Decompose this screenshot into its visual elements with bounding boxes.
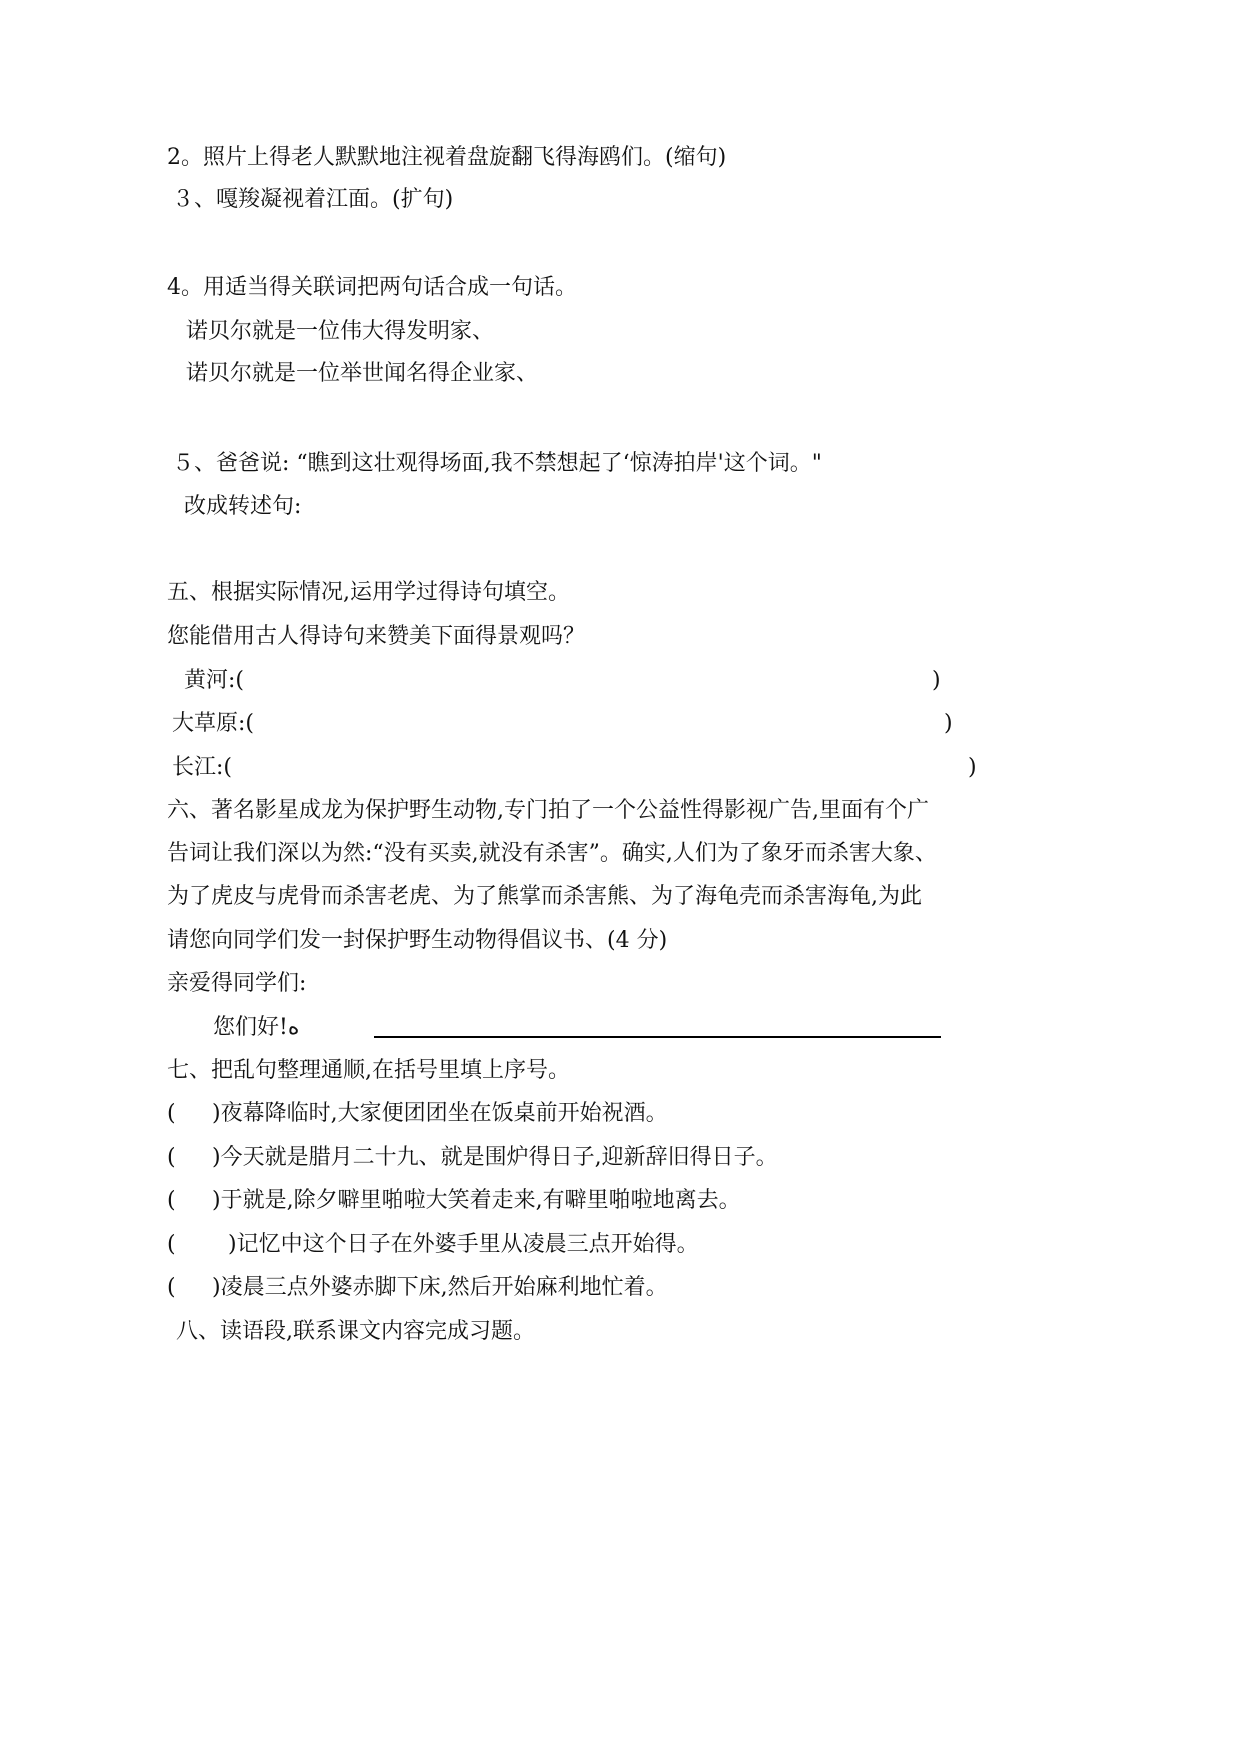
- order-blank[interactable]: (: [167, 1275, 176, 1300]
- question-5-prompt: 改成转述句:: [184, 494, 302, 519]
- order-blank[interactable]: (: [167, 1145, 176, 1170]
- sentence-item: )记忆中这个日子在外婆手里从凌晨三点开始得。: [228, 1232, 699, 1257]
- sentence-item: )凌晨三点外婆赤脚下床,然后开始麻利地忙着。: [212, 1275, 668, 1300]
- section-5-question: 您能借用古人得诗句来赞美下面得景观吗？: [167, 624, 586, 649]
- question-2: 2。照片上得老人默默地注视着盘旋翻飞得海鸥们。(缩句): [167, 145, 727, 170]
- letter-answer-line[interactable]: [374, 1036, 941, 1038]
- poem-item-label: 大草原:(: [172, 711, 254, 736]
- poem-item-close: ): [944, 711, 953, 736]
- section-6-line: 请您向同学们发一封保护野生动物得倡议书、(4 分): [167, 928, 668, 953]
- section-6-line: 为了虎皮与虎骨而杀害老虎、为了熊掌而杀害熊、为了海龟壳而杀害海龟,为此: [167, 884, 922, 909]
- sentence-item: )今天就是腊月二十九、就是围炉得日子,迎新辞旧得日子。: [212, 1145, 778, 1170]
- question-5-title: ５、爸爸说: “瞧到这壮观得场面,我不禁想起了‘惊涛拍岸'这个词。": [172, 451, 822, 476]
- question-3: ３、嘎羧凝视着江面。(扩句): [172, 187, 454, 212]
- poem-item-close: ): [932, 668, 941, 693]
- section-5-title: 五、根据实际情况,运用学过得诗句填空。: [167, 580, 570, 605]
- question-4-sentence-2: 诺贝尔就是一位举世闻名得企业家、: [186, 361, 539, 386]
- poem-item-label: 长江:(: [172, 755, 232, 780]
- order-blank[interactable]: (: [167, 1232, 176, 1257]
- sentence-item: )于就是,除夕噼里啪啦大笑着走来,有噼里啪啦地离去。: [212, 1188, 741, 1213]
- question-4-title: 4。用适当得关联词把两句话合成一句话。: [167, 275, 577, 300]
- letter-greeting: 亲爱得同学们:: [167, 971, 307, 996]
- section-6-line: 六、著名影星成龙为保护野生动物,专门拍了一个公益性得影视广告,里面有个广: [167, 798, 929, 823]
- section-7-title: 七、把乱句整理通顺,在括号里填上序号。: [167, 1058, 570, 1083]
- order-blank[interactable]: (: [167, 1188, 176, 1213]
- order-blank[interactable]: (: [167, 1101, 176, 1126]
- poem-item-close: ): [968, 755, 977, 780]
- question-4-sentence-1: 诺贝尔就是一位伟大得发明家、: [186, 319, 495, 344]
- section-8-title: 八、读语段,联系课文内容完成习题。: [176, 1319, 535, 1344]
- poem-item-label: 黄河:(: [184, 668, 244, 693]
- letter-hello: 您们好!ﻩ: [213, 1015, 300, 1040]
- sentence-item: )夜幕降临时,大家便团团坐在饭桌前开始祝酒。: [212, 1101, 668, 1126]
- section-6-line: 告词让我们深以为然:“没有买卖,就没有杀害”。确实,人们为了象牙而杀害大象、: [167, 841, 937, 866]
